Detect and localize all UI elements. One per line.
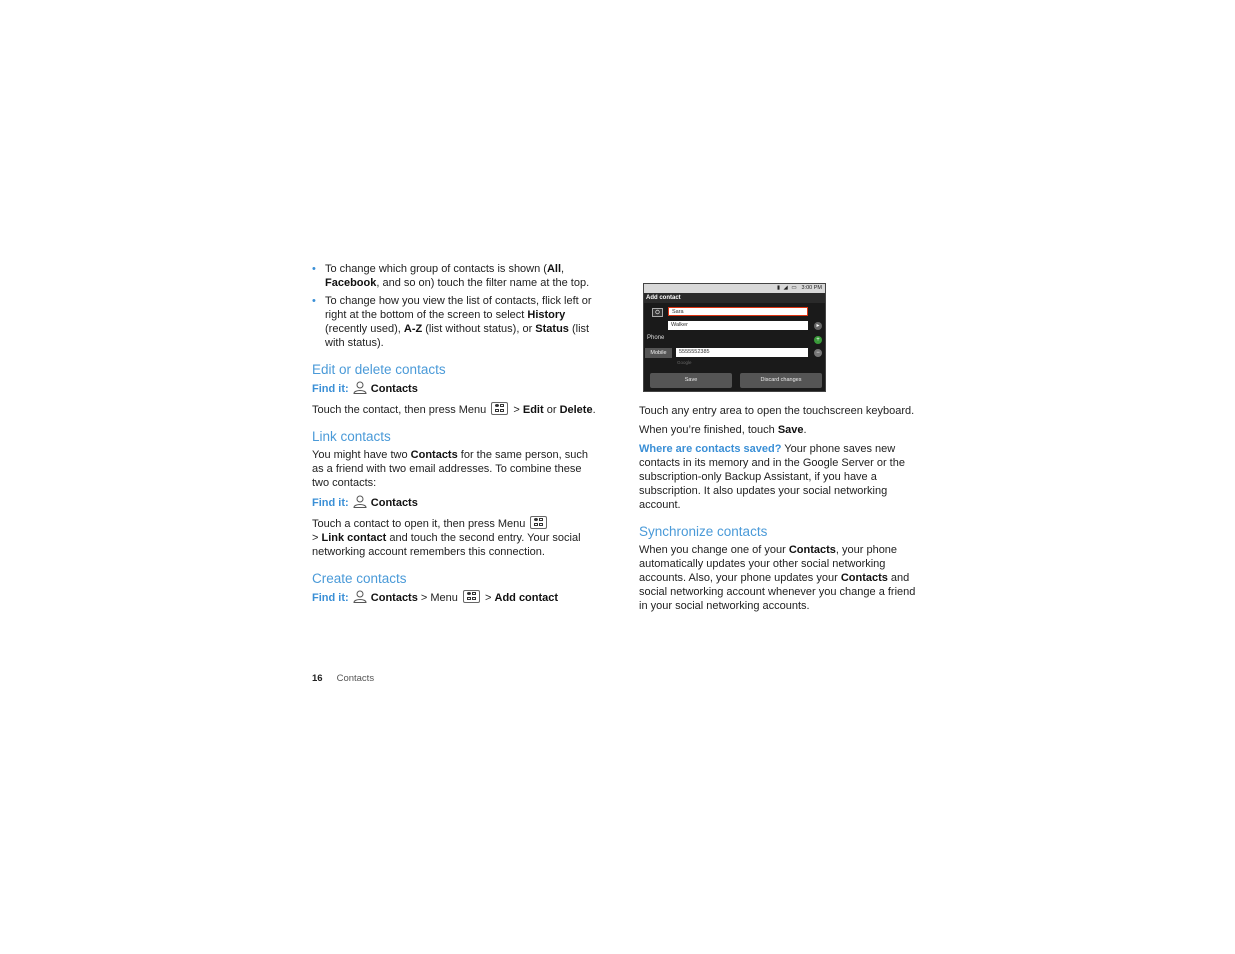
contacts-icon	[353, 381, 367, 394]
phone-title: Add contact	[644, 293, 825, 303]
find-it-create: Find it: Contacts > Menu > Add contact	[312, 592, 559, 604]
phone-type-selector[interactable]: Mobile	[645, 348, 672, 358]
finished-text: When you’re finished, touch Save.	[639, 424, 807, 436]
phone-screenshot	[643, 283, 826, 392]
list-item: • To change which group of contacts is shown (All, Facebook, and so on) touch the filter name at the top.	[312, 262, 596, 290]
tips-list	[312, 262, 596, 350]
menu-key-icon	[491, 402, 508, 415]
left-column	[312, 262, 596, 611]
phone-label: Phone	[647, 335, 665, 341]
expand-arrow-icon[interactable]: ▸	[814, 322, 822, 330]
signal-battery-icon: ▮ ◢ ▭	[777, 285, 798, 291]
where-saved-text: Where are contacts saved? Your phone saves new contacts in its memory and in the Google Server or the subscription-only Backup Assistant, if you have a subscription. It also updates your social networking account.	[639, 443, 905, 511]
link-intro: You might have two Contacts for the same person, such as a friend with two email addresses. To combine these two contacts:	[312, 449, 588, 489]
page-footer	[312, 673, 374, 684]
add-icon[interactable]: +	[814, 336, 822, 344]
link-instructions: Touch a contact to open it, then press Menu > Link contact and touch the second entry. Your social networking account remembers this connection.	[312, 518, 581, 558]
sync-text: When you change one of your Contacts, your phone automatically updates your other social networking accounts. Also, your phone updates your Contacts and social networking account whenever you change a friend in your social networking accounts.	[639, 544, 916, 612]
heading-create-contacts: Create contacts	[312, 571, 407, 586]
list-item: • To change how you view the list of contacts, flick left or right at the bottom of the screen to select History (recently used), A-Z (list without status), or Status (list with status).	[312, 294, 596, 350]
google-logo: Google	[677, 360, 692, 365]
heading-synchronize-contacts: Synchronize contacts	[639, 524, 768, 539]
section-name: Contacts	[336, 673, 375, 684]
menu-key-icon	[463, 590, 480, 603]
last-name-field[interactable]: Walker	[668, 321, 808, 330]
phone-number-field[interactable]: 5555552385	[676, 348, 808, 357]
contact-photo-icon[interactable]	[652, 308, 663, 317]
save-button[interactable]: Save	[650, 373, 732, 388]
edit-instructions: Touch the contact, then press Menu > Edit or Delete.	[312, 404, 596, 416]
remove-icon[interactable]: −	[814, 349, 822, 357]
status-bar: ▮ ◢ ▭ 3:00 PM	[644, 284, 825, 293]
first-name-field[interactable]: Sara	[668, 307, 808, 316]
contacts-icon	[353, 590, 367, 603]
right-column	[639, 404, 923, 618]
menu-key-icon	[530, 516, 547, 529]
heading-link-contacts: Link contacts	[312, 429, 391, 444]
contacts-icon	[353, 495, 367, 508]
touch-entry-text: Touch any entry area to open the touchscreen keyboard.	[639, 405, 915, 417]
find-it-edit: Find it: Contacts	[312, 383, 418, 395]
discard-changes-button[interactable]: Discard changes	[740, 373, 822, 388]
heading-edit-contacts: Edit or delete contacts	[312, 362, 446, 377]
page-number: 16	[312, 673, 323, 684]
find-it-link: Find it: Contacts	[312, 497, 418, 509]
